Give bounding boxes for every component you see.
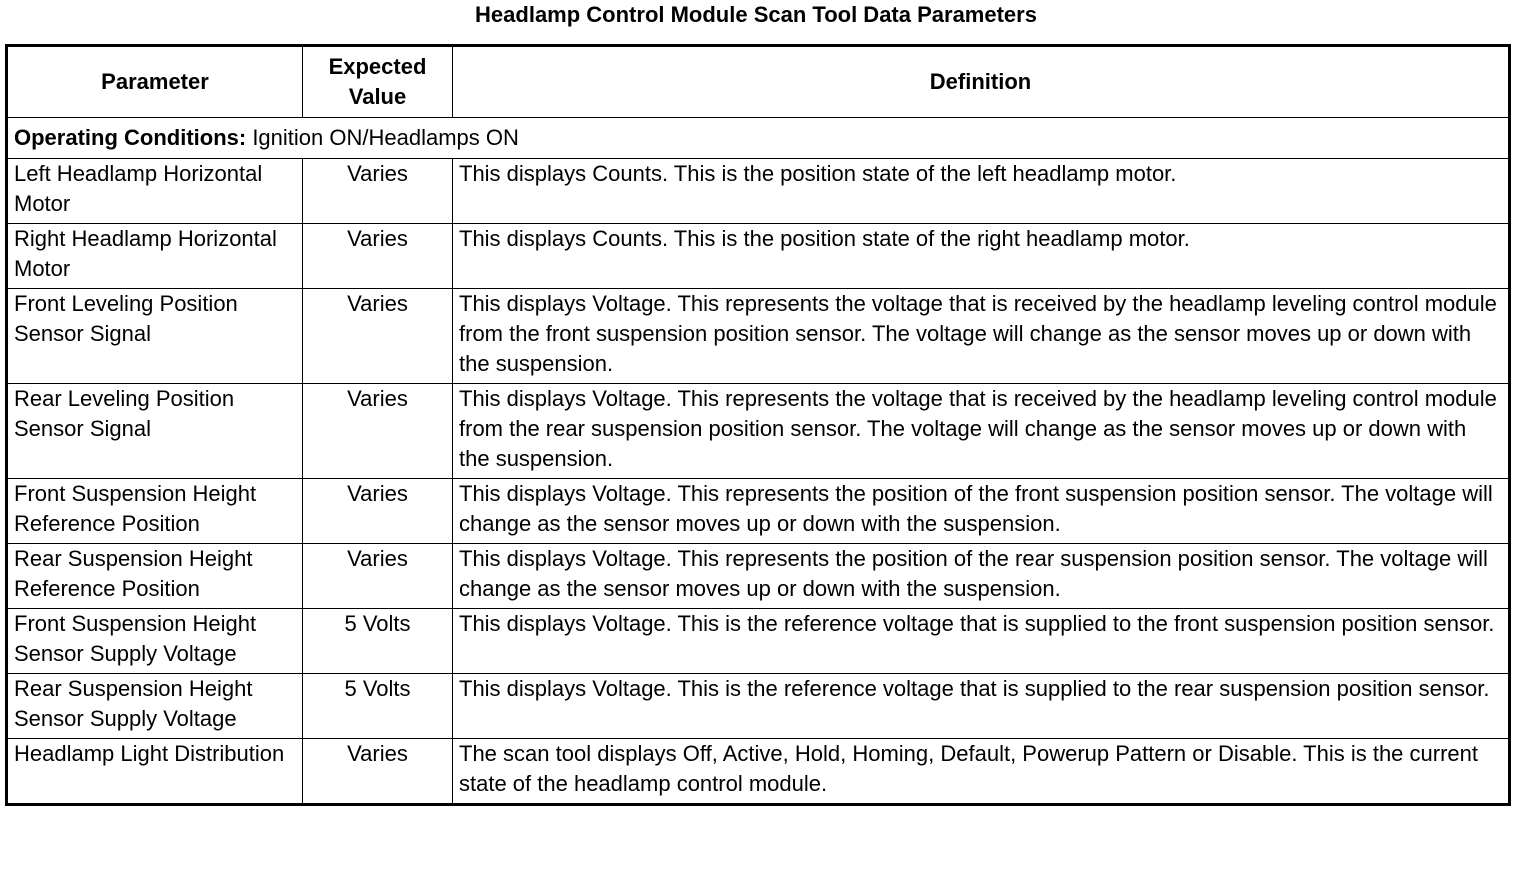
parameter-cell: Front Leveling Position Sensor Signal (7, 289, 303, 384)
parameter-cell: Front Suspension Height Sensor Supply Voltage (7, 609, 303, 674)
parameter-cell: Right Headlamp Horizontal Motor (7, 224, 303, 289)
expected-value-cell: Varies (303, 544, 453, 609)
table-row (7, 289, 1510, 384)
parameter-cell: Rear Suspension Height Reference Position (7, 544, 303, 609)
definition-cell: The scan tool displays Off, Active, Hold, Homing, Default, Powerup Pattern or Disable. This is the current state of the headlamp control module. (453, 739, 1510, 805)
expected-value-cell: Varies (303, 384, 453, 479)
definition-cell: This displays Voltage. This represents the voltage that is received by the headlamp leveling control module from the front suspension position sensor. The voltage will change as the sensor moves up or down with the suspension. (453, 289, 1510, 384)
parameter-cell: Left Headlamp Horizontal Motor (7, 159, 303, 224)
parameter-cell: Front Suspension Height Reference Position (7, 479, 303, 544)
definition-cell: This displays Counts. This is the position state of the right headlamp motor. (453, 224, 1510, 289)
page-title: Headlamp Control Module Scan Tool Data Parameters (475, 2, 1037, 27)
expected-value-cell: Varies (303, 479, 453, 544)
scan-tool-data-table (5, 44, 1511, 806)
operating-conditions-row (7, 118, 1510, 159)
header-definition: Definition (453, 46, 1510, 118)
expected-value-cell: Varies (303, 289, 453, 384)
definition-cell: This displays Counts. This is the position state of the left headlamp motor. (453, 159, 1510, 224)
table-row (7, 674, 1510, 739)
table-row (7, 159, 1510, 224)
table-row (7, 739, 1510, 805)
expected-value-cell: 5 Volts (303, 609, 453, 674)
table-row (7, 609, 1510, 674)
definition-cell: This displays Voltage. This is the reference voltage that is supplied to the front suspension position sensor. (453, 609, 1510, 674)
header-parameter: Parameter (7, 46, 303, 118)
expected-value-cell: 5 Volts (303, 674, 453, 739)
definition-cell: This displays Voltage. This represents the position of the rear suspension position sensor. The voltage will change as the sensor moves up or down with the suspension. (453, 544, 1510, 609)
table-row (7, 544, 1510, 609)
operating-conditions-cell (7, 118, 1510, 159)
parameter-cell: Rear Leveling Position Sensor Signal (7, 384, 303, 479)
table-row (7, 224, 1510, 289)
parameter-cell: Rear Suspension Height Sensor Supply Voltage (7, 674, 303, 739)
definition-cell: This displays Voltage. This represents the position of the front suspension position sensor. The voltage will change as the sensor moves up or down with the suspension. (453, 479, 1510, 544)
expected-value-cell: Varies (303, 224, 453, 289)
definition-cell: This displays Voltage. This is the reference voltage that is supplied to the rear suspension position sensor. (453, 674, 1510, 739)
table-row (7, 384, 1510, 479)
operating-conditions-value: Ignition ON/Headlamps ON (246, 125, 519, 150)
parameter-cell: Headlamp Light Distribution (7, 739, 303, 805)
header-expected-value: Expected Value (303, 46, 453, 118)
definition-cell: This displays Voltage. This represents the voltage that is received by the headlamp leveling control module from the rear suspension position sensor. The voltage will change as the sensor moves up or down with the suspension. (453, 384, 1510, 479)
operating-conditions-label: Operating Conditions: (14, 125, 247, 150)
header-row (7, 46, 1510, 118)
table-row (7, 479, 1510, 544)
expected-value-cell: Varies (303, 159, 453, 224)
expected-value-cell: Varies (303, 739, 453, 805)
